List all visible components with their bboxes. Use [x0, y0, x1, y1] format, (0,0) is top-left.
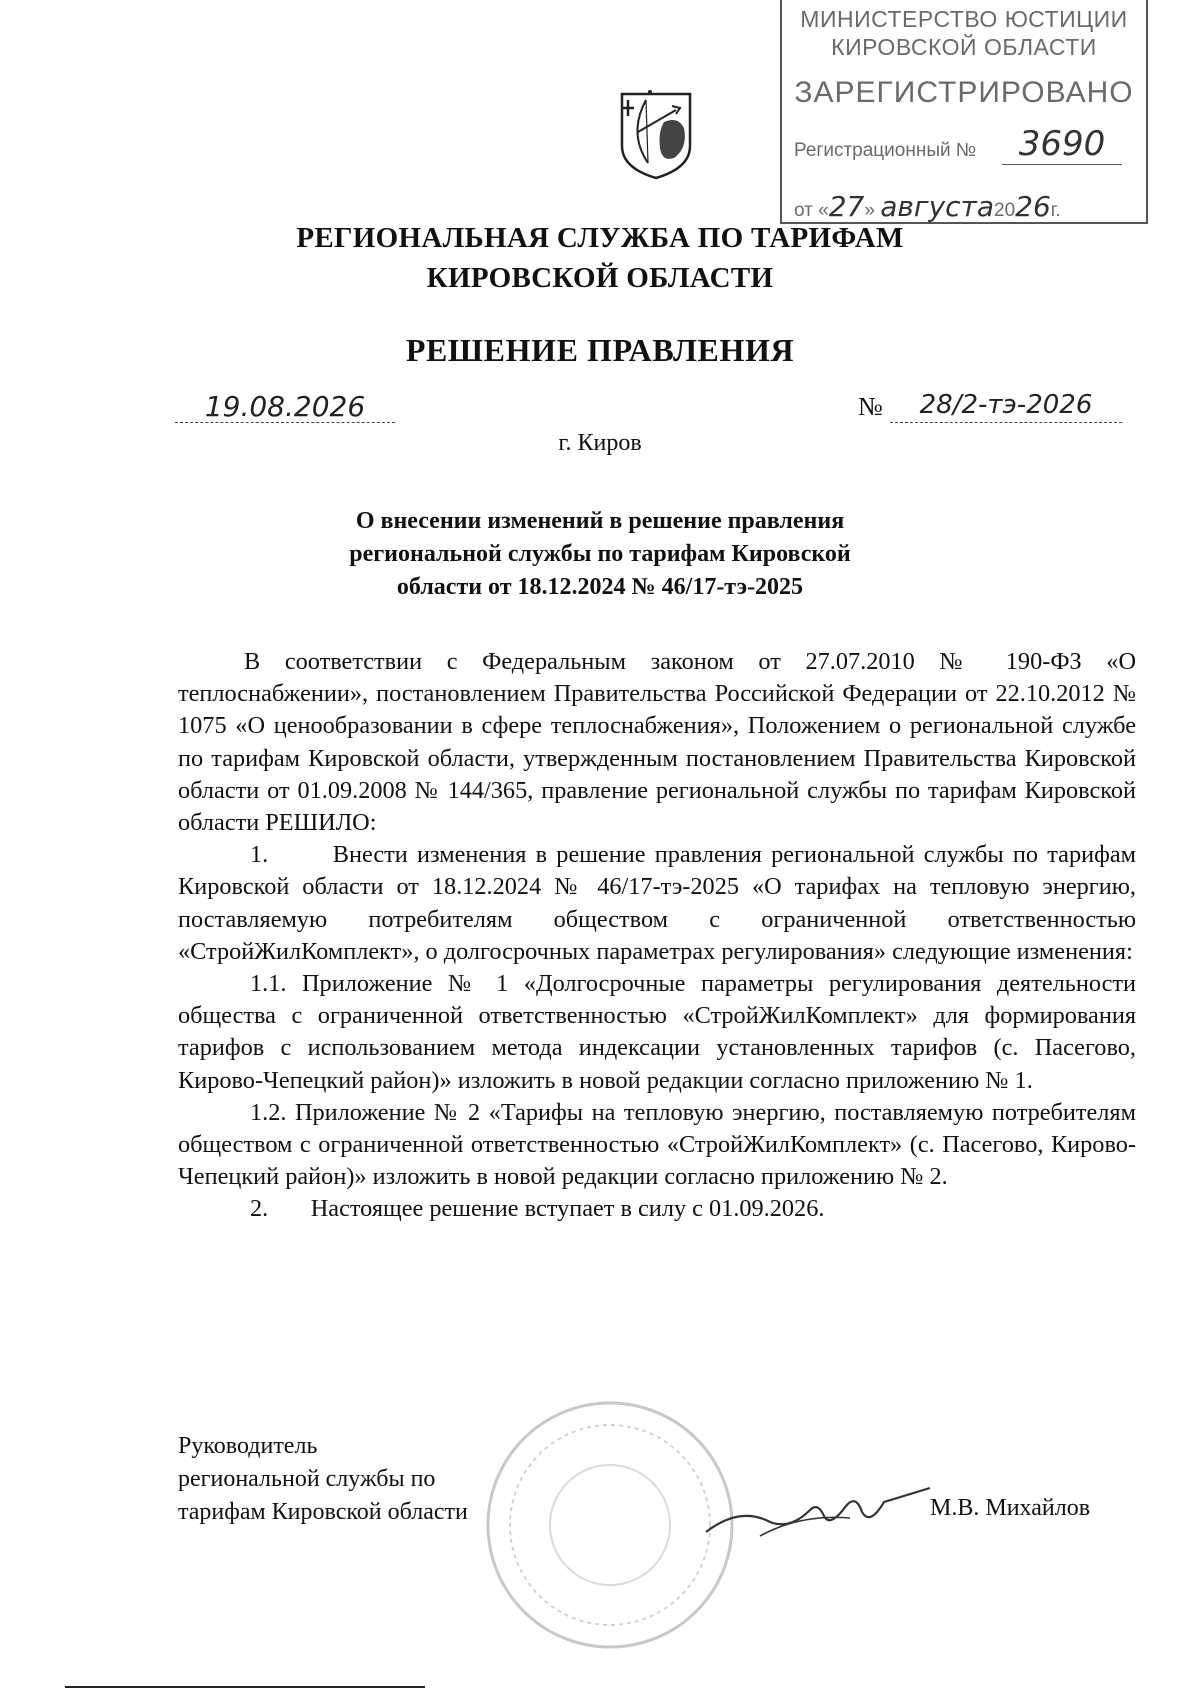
item-1-2-paragraph: 1.2. Приложение № 2 «Тарифы на тепловую энергию, поставляемую потребителям обществом с ограниченной ответственностью «СтройЖилКомплект» (с. Пасегово, Кирово-Чепецкий район)» изложить в новой редакции согласно приложению № 2. — [178, 1098, 1136, 1191]
signatory-position-line1: Руководитель — [178, 1433, 318, 1459]
doc-title-line3: области от 18.12.2024 № 46/17-тэ-2025 — [396, 574, 804, 600]
city: г. Киров — [558, 430, 642, 456]
stamp-reg-number: 3690 — [1002, 124, 1122, 165]
stamp-reg-label: Регистрационный № — [794, 140, 977, 161]
stamp-ministry-line1: МИНИСТЕРСТВО ЮСТИЦИИ — [800, 6, 1128, 32]
decision-number-label: № — [858, 392, 883, 421]
signatory-name: М.В. Михайлов — [930, 1495, 1091, 1521]
registration-stamp — [780, 0, 1148, 224]
stamp-year-suffix: 26 — [1015, 190, 1051, 223]
signatory-position — [178, 1430, 468, 1529]
stamp-status: ЗАРЕГИСТРИРОВАНО — [794, 76, 1134, 109]
handwritten-signature-icon — [700, 1466, 940, 1556]
item-2-paragraph: 2. Настоящее решение вступает в силу с 01.09.2026. — [250, 1195, 825, 1223]
stamp-year-end: г. — [1050, 200, 1061, 221]
document-type: РЕШЕНИЕ ПРАВЛЕНИЯ — [405, 332, 795, 368]
org-name-line2: КИРОВСКОЙ ОБЛАСТИ — [426, 262, 774, 294]
stamp-ministry-line2: КИРОВСКОЙ ОБЛАСТИ — [831, 34, 1097, 60]
document-body — [178, 646, 1143, 1226]
item-1-1-paragraph: 1.1. Приложение № 1 «Долгосрочные параметры регулирования деятельности общества с ограниченной ответственностью «СтройЖилКомплект» для формирования тарифов с использованием метода индексации установленных тарифов (с. Пасегово, Кирово-Чепецкий район)» изложить в новой редакции согласно приложению № 1. — [178, 970, 1136, 1094]
stamp-date-line — [794, 190, 1061, 223]
decision-number: 28/2-тэ-2026 — [890, 390, 1122, 423]
signatory-position-line3: тарифам Кировской области — [178, 1499, 468, 1525]
signatory-position-line2: региональной службы по — [178, 1466, 436, 1492]
stamp-day: 27 — [828, 190, 865, 223]
doc-title-line1: О внесении изменений в решение правления — [355, 508, 845, 534]
stamp-year-prefix: 20 — [994, 200, 1016, 221]
kirov-coat-of-arms-icon — [618, 88, 694, 180]
org-name-line1: РЕГИОНАЛЬНАЯ СЛУЖБА ПО ТАРИФАМ — [296, 222, 904, 254]
item-1-paragraph: 1. Внести изменения в решение правления региональной службы по тарифам Кировской области от 18.12.2024 № 46/17-тэ-2025 «О тарифах на тепловую энергию, поставляемую потребителям обществом с ограниченной ответственностью «СтройЖилКомплект», о долгосрочных параметрах регулирования» следующие изменения: — [178, 841, 1143, 965]
decision-date: 19.08.2026 — [175, 390, 395, 423]
stamp-month: августа — [880, 190, 995, 223]
doc-title-line2: региональной службы по тарифам Кировской — [349, 541, 851, 567]
preamble-paragraph: В соответствии с Федеральным законом от 27.07.2010 № 190-ФЗ «О теплоснабжении», постановлением Правительства Российской Федерации от 22.10.2012 № 1075 «О ценообразовании в сфере теплоснабжения», Положением о региональной службе по тарифам Кировской области, утвержденным постановлением Правительства Кировской области от 01.09.2008 № 144/365, правление региональной службы по тарифам Кировской области РЕШИЛО: — [178, 648, 1136, 837]
stamp-from-prefix: от « — [794, 200, 829, 221]
footer-divider — [65, 1686, 425, 1688]
stamp-mid: » — [864, 200, 875, 221]
